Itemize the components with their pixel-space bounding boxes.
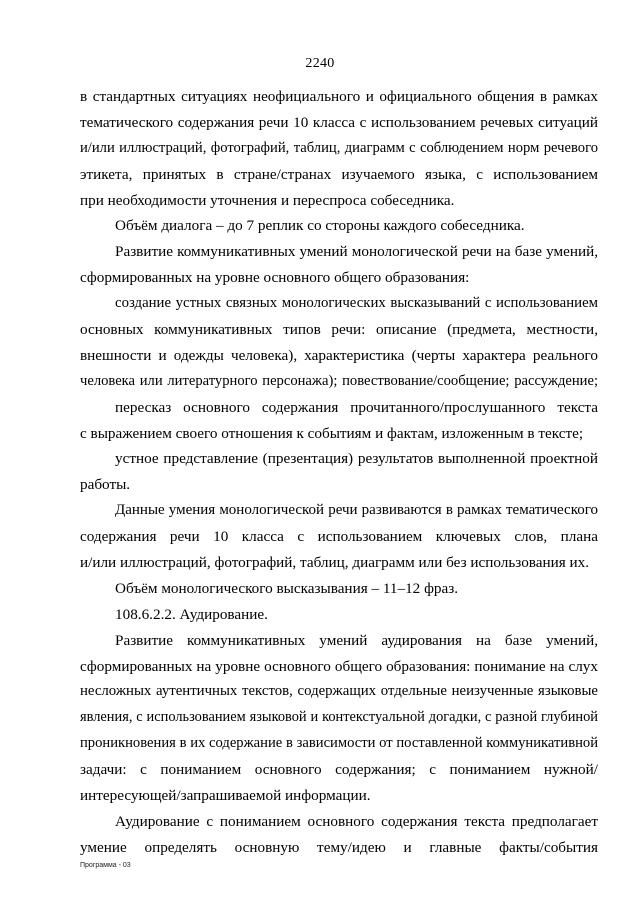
text-line: Объём монологического высказывания – 11–12 фраз. [115,579,459,597]
body-text [80,84,598,861]
text-line: пересказ основного содержания прочитанного/прослушанного текста [115,398,598,416]
text-line: содержания речи 10 класса с использованием ключевых слов, плана [80,528,598,546]
text-line: и/или иллюстраций, фотографий, таблиц, диаграмм с соблюдением норм речевого [80,139,598,156]
text-line: внешности и одежды человека), характеристика (черты характера реального [80,346,598,364]
text-line: задачи: с пониманием основного содержания; с пониманием нужной/ [80,761,598,779]
page-number: 2240 [305,56,335,71]
text-line: интересующей/запрашиваемой информации. [80,787,371,805]
text-line: сформированных на уровне основного общего образования: понимание на слух [80,657,598,675]
text-line: и/или иллюстраций, фотографий, таблиц, диаграмм или без использования их. [80,554,590,572]
footer-label: Программа - 03 [80,862,131,869]
text-line: несложных аутентичных текстов, содержащих отдельные неизученные языковые [80,683,598,700]
text-line: проникновения в их содержание в зависимости от поставленной коммуникативной [80,735,598,752]
text-line: устное представление (презентация) результатов выполненной проектной [115,450,598,468]
text-line: с выражением своего отношения к событиям и фактам, изложенным в тексте; [80,424,584,442]
text-line: основных коммуникативных типов речи: описание (предмета, местности, [80,321,598,339]
text-line: в стандартных ситуациях неофициального и официального общения в рамках [80,88,598,105]
text-line: при необходимости уточнения и переспроса собеседника. [80,191,455,209]
text-line: сформированных на уровне основного общего образования: [80,269,470,287]
text-line: этикета, принятых в стране/странах изучаемого языка, с использованием [80,165,598,183]
text-line: создание устных связных монологических высказываний с использованием [115,295,598,312]
text-line: Аудирование с пониманием основного содержания текста предполагает [115,812,598,830]
text-line: явления, с использованием языковой и контекстуальной догадки, с разной глубиной [80,709,598,726]
text-line: Объём диалога – до 7 реплик со стороны каждого собеседника. [115,217,525,235]
text-line: умение определять основную тему/идею и главные факты/события [80,838,598,856]
text-line: Развитие коммуникативных умений аудирования на базе умений, [115,631,598,649]
text-line: тематического содержания речи 10 класса с использованием речевых ситуаций [80,113,598,131]
text-line: работы. [80,476,131,494]
text-line: Данные умения монологической речи развиваются в рамках тематического [115,502,598,519]
text-line: человека или литературного персонажа); повествование/сообщение; рассуждение; [80,372,598,389]
text-line: 108.6.2.2. Аудирование. [115,605,268,623]
text-line: Развитие коммуникативных умений монологической речи на базе умений, [115,243,598,261]
